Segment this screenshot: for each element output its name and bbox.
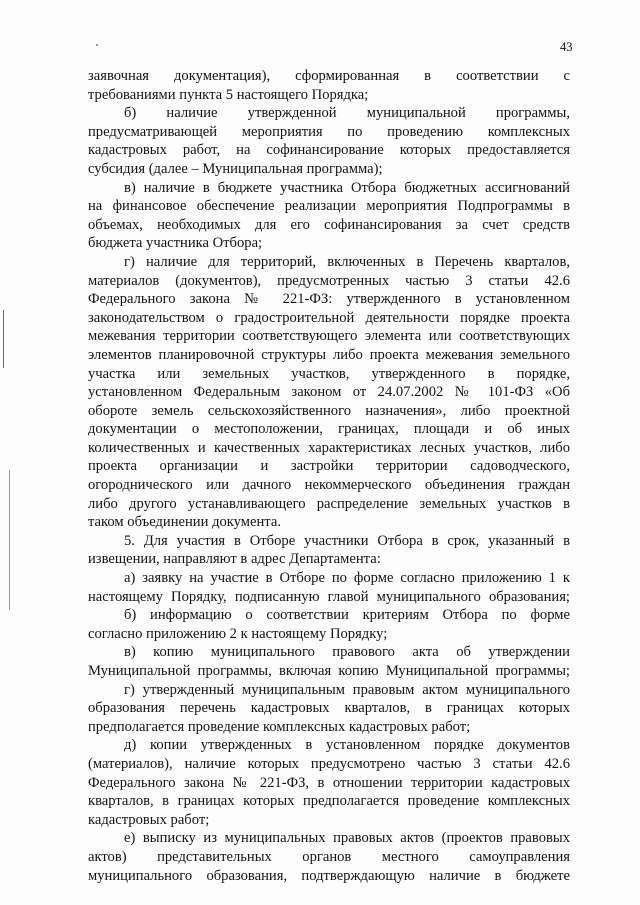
text-line: проекта организации и застройки территории садоводческого, [88,458,570,475]
text-line: в) наличие в бюджете участника Отбора бюджетных ассигнований [124,179,570,196]
scan-artifact [96,44,98,46]
text-line: 5. Для участия в Отборе участники Отбора в срок, указанный в [124,532,570,549]
text-line: межевания территории соответствующего элемента или соответствующих [88,328,570,345]
text-line: извещении, направляют в адрес Департамента: [88,551,381,568]
text-line: кварталов, в границах которых предполагается проведение комплексных [88,793,570,810]
text-line: кадастровых работ, на софинансирование которых предоставляется [88,142,570,159]
text-line: установленном Федеральным законом от 24.07.2002 № 101-ФЗ «Об [88,384,570,401]
scan-artifact [9,470,10,610]
text-line: Федерального закона № 221-ФЗ: утвержденного в установленном [88,291,570,308]
text-line: Муниципальной программы, включая копию Муниципальной программы; [88,663,570,679]
text-line: количественных и качественных характеристиках лесных участков, либо [88,439,570,456]
text-line: б) информацию о соответствии критериям Отбора по форме [124,607,570,624]
text-line: участка или земельных участков, утвержденного в порядке, [88,365,570,382]
text-line: в) копию муниципального правового акта об утверждении [124,644,570,661]
text-line: бюджета участника Отбора; [88,235,263,252]
text-line: обороте земель сельскохозяйственного назначения», либо проектной [88,402,570,419]
text-line: либо другого устанавливающего распределение земельных участков в [88,495,570,512]
text-line: муниципального образования, подтверждающую наличие в бюджете [88,867,570,884]
text-line: документации о местоположении, границах, площади и об иных [88,421,570,438]
text-line: предусматривающей мероприятия по проведению комплексных [88,123,570,140]
text-line: г) утвержденный муниципальным правовым актом муниципального [124,681,570,698]
text-line: требованиями пункта 5 настоящего Порядка; [88,86,369,103]
page-number: 43 [560,40,573,54]
text-line: а) заявку на участие в Отборе по форме согласно приложению 1 к [124,570,570,587]
text-line: Федерального закона № 221-ФЗ, в отношении территории кадастровых [88,774,570,791]
text-line: б) наличие утвержденной муниципальной программы, [124,105,570,122]
text-line: огороднического или дачного некоммерческого объединения граждан [88,477,570,494]
scan-artifact [3,310,4,368]
text-line: элементов планировочной структуры либо проекта межевания земельного [88,346,570,363]
text-line: г) наличие для территорий, включенных в Перечень кварталов, [124,253,570,270]
text-line: на финансовое обеспечение реализации мероприятия Подпрограммы в [88,198,570,215]
text-line: субсидия (далее – Муниципальная программа); [88,160,383,177]
text-line: заявочная документация), сформированная в соответствии с [88,68,570,84]
text-line: материалов (документов), предусмотренных частью 3 статьи 42.6 [88,272,570,289]
text-line: актов) представительных органов местного самоуправления [88,848,570,865]
text-line: е) выписку из муниципальных правовых актов (проектов правовых [124,830,570,847]
text-line: д) копии утвержденных в установленном порядке документов [124,737,570,754]
text-line: кадастровых работ; [88,811,210,828]
text-line: законодательством о градостроительной деятельности порядке проекта [88,309,570,326]
text-line: объемах, необходимых для его софинансирования за счет средств [88,216,570,233]
text-line: таком объединении документа. [88,514,281,531]
text-line: предполагается проведение комплексных кадастровых работ; [88,718,471,735]
text-line: образования перечень кадастровых кварталов, в границах которых [88,700,570,717]
document-body [88,67,570,885]
text-line: согласно приложению 2 к настоящему Порядку; [88,625,388,642]
text-line: настоящему Порядку, подписанную главой муниципального образования; [88,588,570,605]
text-line: (материалов), наличие которых предусмотрено частью 3 статьи 42.6 [88,755,570,772]
